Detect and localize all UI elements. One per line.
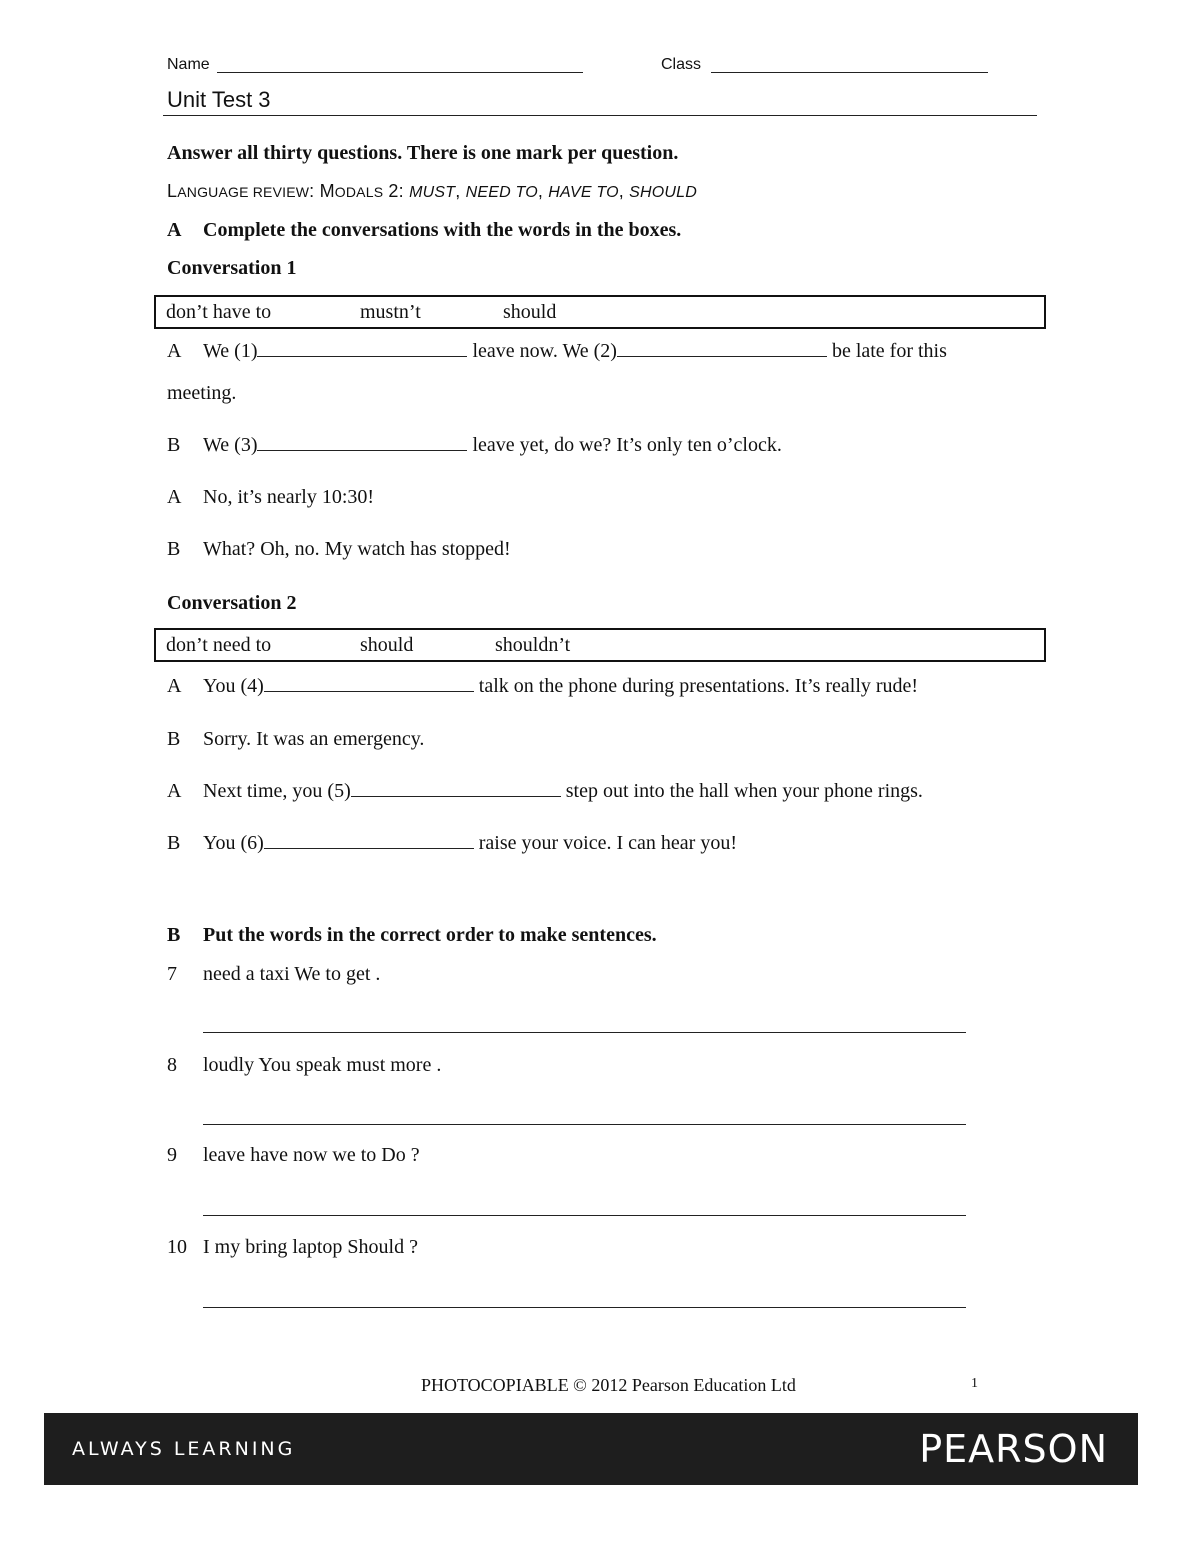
word-box-2 <box>154 628 1046 662</box>
section-b-heading: B Put the words in the correct order to make sentences. <box>167 924 657 946</box>
dialogue-line: B We (3) leave yet, do we? It’s only ten o’clock. <box>167 434 782 456</box>
dialogue-line: B You (6) raise your voice. I can hear you! <box>167 832 737 854</box>
tagline: ALWAYS LEARNING <box>72 1438 296 1460</box>
language-review-heading: LANGUAGE REVIEW: MODALS 2: MUST, NEED TO, HAVE TO, SHOULD <box>167 181 698 201</box>
question-7: 7 need a taxi We to get . <box>167 963 381 985</box>
pearson-logo: PEARSON <box>919 1427 1108 1471</box>
answer-line-8[interactable] <box>203 1124 966 1125</box>
answer-blank-2[interactable] <box>617 342 827 357</box>
conversation-1-heading: Conversation 1 <box>167 257 297 279</box>
answer-blank-3[interactable] <box>257 436 467 451</box>
box-word: should <box>360 633 414 656</box>
class-label: Class <box>661 56 702 73</box>
box-word: mustn’t <box>360 300 421 323</box>
question-10: 10 I my bring laptop Should ? <box>167 1236 418 1258</box>
dialogue-line: meeting. <box>167 382 237 404</box>
question-8: 8 loudly You speak must more . <box>167 1054 442 1076</box>
dialogue-line: B Sorry. It was an emergency. <box>167 728 425 750</box>
name-field[interactable] <box>217 72 583 73</box>
footer-banner <box>44 1413 1138 1485</box>
box-word: don’t have to <box>166 300 272 323</box>
dialogue-line: A We (1) leave now. We (2) be late for this <box>167 340 947 362</box>
answer-line-10[interactable] <box>203 1307 966 1308</box>
class-field[interactable] <box>711 72 988 73</box>
word-box-1 <box>154 295 1046 329</box>
page-number: 1 <box>971 1376 978 1391</box>
copyright-notice: PHOTOCOPIABLE © 2012 Pearson Education Ltd <box>421 1375 796 1395</box>
section-a-heading: A Complete the conversations with the words in the boxes. <box>167 219 682 241</box>
box-word: shouldn’t <box>495 633 571 656</box>
instructions: Answer all thirty questions. There is one mark per question. <box>167 142 679 164</box>
answer-blank-6[interactable] <box>264 834 474 849</box>
dialogue-line: A No, it’s nearly 10:30! <box>167 486 375 508</box>
dialogue-line: A You (4) talk on the phone during presentations. It’s really rude! <box>167 675 919 697</box>
box-word: should <box>503 300 557 323</box>
answer-line-9[interactable] <box>203 1215 966 1216</box>
dialogue-line: A Next time, you (5) step out into the hall when your phone rings. <box>167 780 923 802</box>
dialogue-line: B What? Oh, no. My watch has stopped! <box>167 538 511 560</box>
box-word: don’t need to <box>166 633 272 656</box>
answer-blank-4[interactable] <box>264 677 474 692</box>
name-label: Name <box>167 56 210 73</box>
conversation-2-heading: Conversation 2 <box>167 592 297 614</box>
answer-line-7[interactable] <box>203 1032 966 1033</box>
answer-blank-1[interactable] <box>257 342 467 357</box>
question-9: 9 leave have now we to Do ? <box>167 1144 420 1166</box>
page-title: Unit Test 3 <box>167 87 271 112</box>
title-rule <box>163 115 1037 116</box>
answer-blank-5[interactable] <box>351 782 561 797</box>
